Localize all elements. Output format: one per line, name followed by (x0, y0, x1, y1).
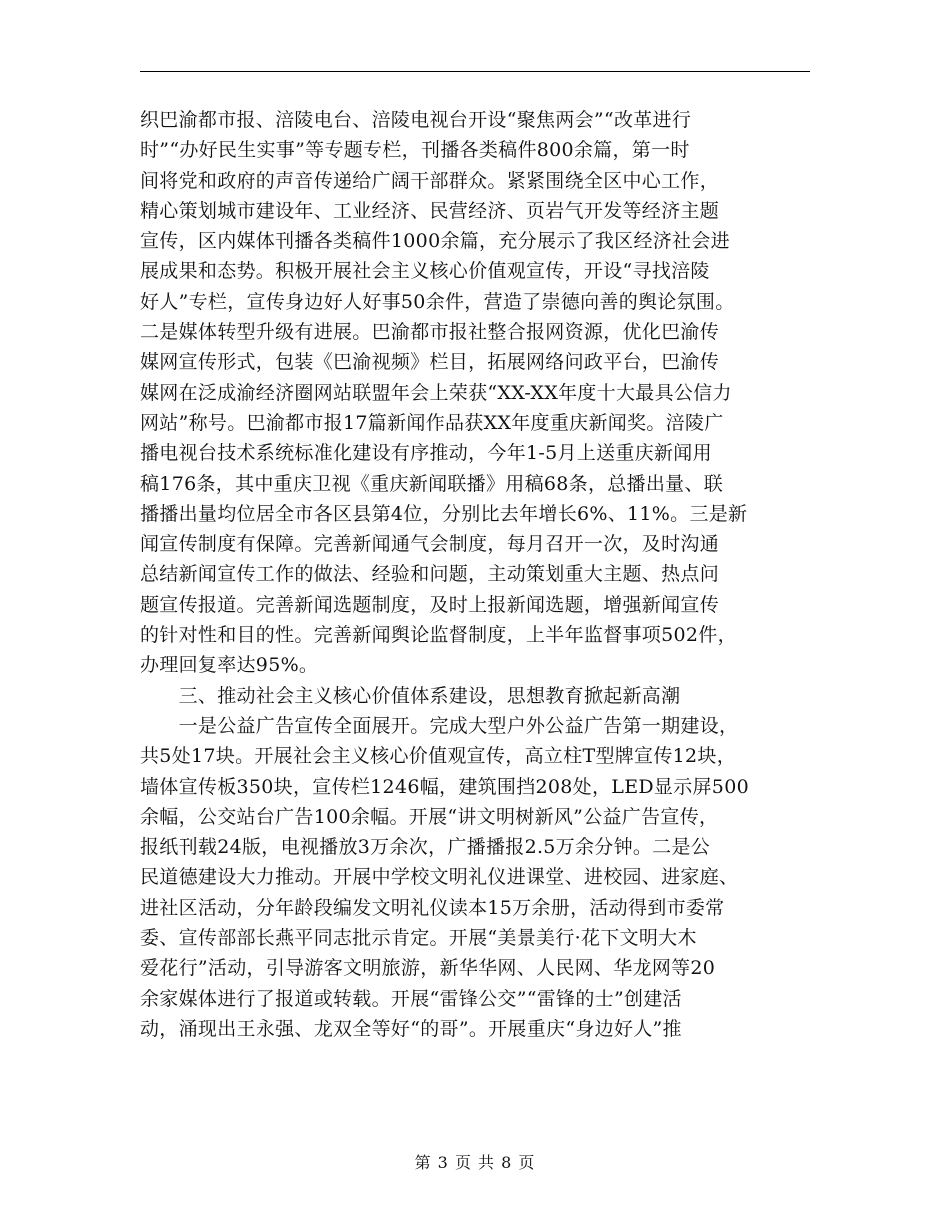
page-footer: 第 3 页 共 8 页 (414, 1153, 536, 1172)
text-line: 闻宣传制度有保障。完善新闻通气会制度，每月召开一次，及时沟通 (140, 533, 720, 556)
text-line: 三、推动社会主义核心价值体系建设，思想教育掀起新高潮 (140, 684, 681, 707)
text-line: 民道德建设大力推动。开展中学校文明礼仪进课堂、进校园、进家庭、 (140, 866, 739, 889)
text-line: 办理回复率达95%。 (140, 654, 319, 677)
text-line: 媒网宣传形式，包装《巴渝视频》栏目，拓展网络问政平台，巴渝传 (140, 351, 720, 374)
text-line: 动，涌现出王永强、龙双全等好“的哥”。开展重庆“身边好人”推 (140, 1017, 682, 1040)
text-line: 一是公益广告宣传全面展开。完成大型户外公益广告第一期建设， (140, 714, 739, 737)
text-line: 总结新闻宣传工作的做法、经验和问题，主动策划重大主题、热点问 (140, 563, 720, 586)
text-line: 报纸刊载24版，电视播放3万余次，广播播报2.5万余分钟。二是公 (140, 836, 711, 859)
text-line: 好人”专栏，宣传身边好人好事50余件，营造了崇德向善的舆论氛围。 (140, 290, 735, 313)
text-line: 二是媒体转型升级有进展。巴渝都市报社整合报网资源，优化巴渝传 (140, 321, 720, 344)
text-line: 余家媒体进行了报道或转载。开展“雷锋公交”“雷锋的士”创建活 (140, 987, 682, 1010)
text-line: 时”“办好民生实事”等专题专栏，刊播各类稿件800余篇，第一时 (140, 139, 690, 162)
text-line: 织巴渝都市报、涪陵电台、涪陵电视台开设“聚焦两会”“改革进行 (140, 109, 692, 131)
text-line: 委、宣传部部长燕平同志批示肯定。开展“美景美行·花下文明大木 (140, 927, 697, 950)
text-line: 进社区活动，分年龄段编发文明礼仪读本15万余册，活动得到市委常 (140, 896, 725, 919)
text-line: 精心策划城市建设年、工业经济、民营经济、页岩气开发等经济主题 (140, 199, 720, 222)
text-line: 爱花行”活动，引导游客文明旅游，新华华网、人民网、华龙网等20 (140, 957, 716, 980)
text-line: 稿176条，其中重庆卫视《重庆新闻联播》用稿68条，总播出量、联 (140, 472, 724, 495)
text-line: 余幅，公交站台广告100余幅。开展“讲文明树新风”公益广告宣传， (140, 805, 719, 828)
text-line: 展成果和态势。积极开展社会主义核心价值观宣传，开设“寻找涪陵 (140, 260, 710, 283)
text-line: 网站”称号。巴渝都市报17篇新闻作品获XX年度重庆新闻奖。涪陵广 (140, 411, 724, 434)
text-line: 的针对性和目的性。完善新闻舆论监督制度，上半年监督事项502件， (140, 624, 737, 647)
text-line: 媒网在泛成渝经济圈网站联盟年会上荣获“XX-XX年度十大最具公信力 (140, 381, 732, 404)
text-line: 宣传，区内媒体刊播各类稿件1000余篇，充分展示了我区经济社会进 (140, 230, 730, 253)
text-line: 播播出量均位居全市各区县第4位，分别比去年增长6%、11%。三是新 (140, 502, 748, 525)
text-line: 间将党和政府的声音传递给广阔干部群众。紧紧围绕全区中心工作， (140, 169, 720, 192)
text-line: 播电视台技术系统标准化建设有序推动，今年1-5月上送重庆新闻用 (140, 442, 712, 465)
header-rule (140, 71, 810, 72)
text-line: 题宣传报道。完善新闻选题制度，及时上报新闻选题，增强新闻宣传 (140, 593, 720, 616)
text-line: 共5处17块。开展社会主义核心价值观宣传，高立柱T型牌宣传12块， (140, 745, 737, 768)
text-line: 墙体宣传板350块，宣传栏1246幅，建筑围挡208处，LED显示屏500 (140, 775, 749, 798)
body-text (140, 105, 830, 1044)
